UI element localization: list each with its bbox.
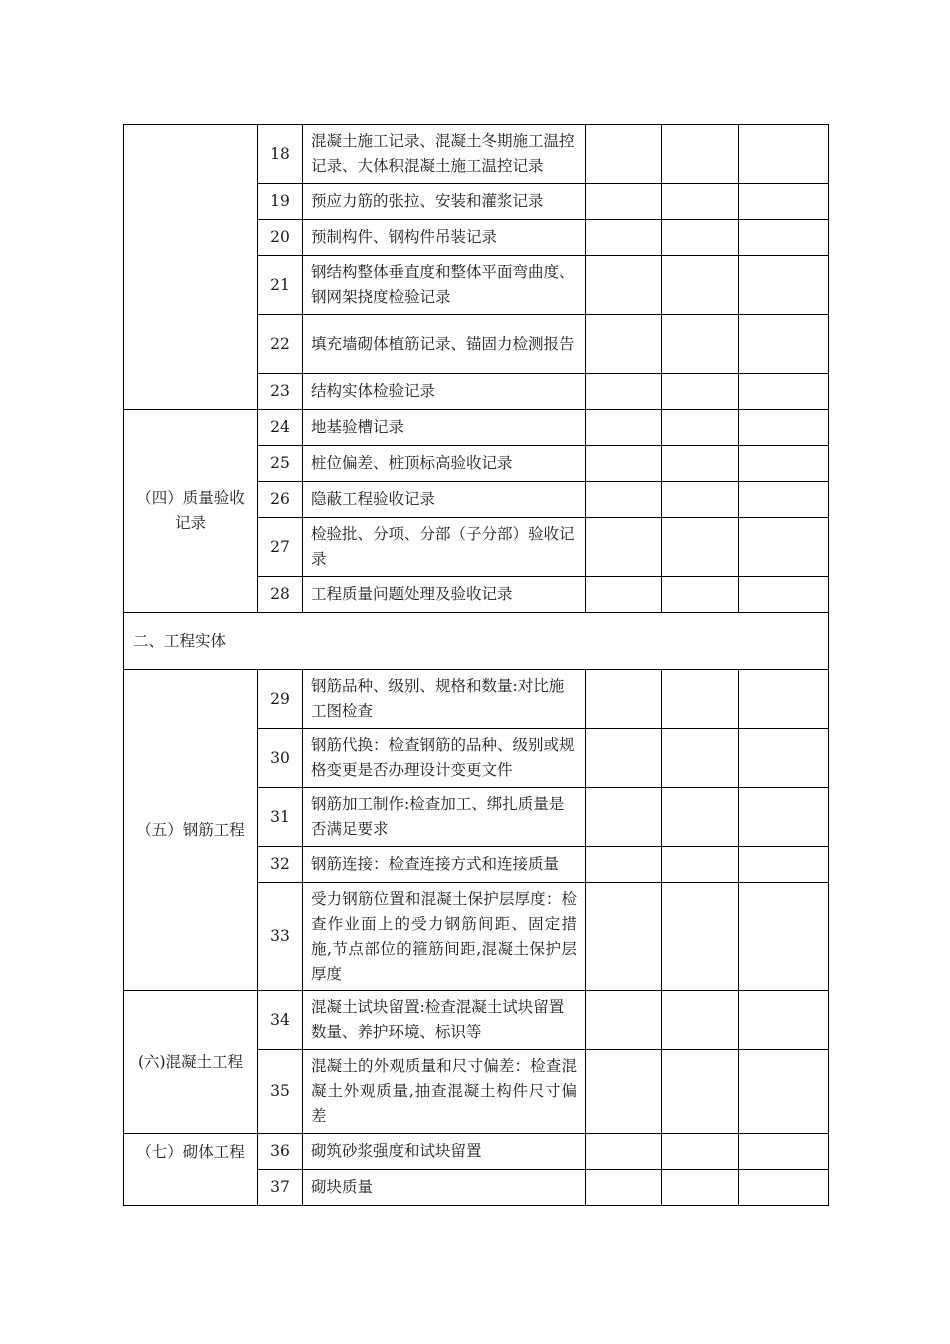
check-item: 结构实体检验记录 bbox=[303, 374, 586, 410]
result-cell[interactable] bbox=[739, 1134, 829, 1170]
result-cell[interactable] bbox=[586, 446, 662, 482]
result-cell[interactable] bbox=[739, 184, 829, 220]
result-cell[interactable] bbox=[662, 1134, 739, 1170]
check-item: 工程质量问题处理及验收记录 bbox=[303, 577, 586, 613]
check-item: 混凝土施工记录、混凝土冬期施工温控记录、大体积混凝土施工温控记录 bbox=[303, 125, 586, 184]
result-cell[interactable] bbox=[586, 729, 662, 788]
result-cell[interactable] bbox=[739, 847, 829, 883]
result-cell[interactable] bbox=[739, 1170, 829, 1206]
check-item: 钢筋加工制作:检查加工、绑扎质量是否满足要求 bbox=[303, 788, 586, 847]
check-item: 砌筑砂浆强度和试块留置 bbox=[303, 1134, 586, 1170]
result-cell[interactable] bbox=[739, 482, 829, 518]
row-number: 24 bbox=[258, 410, 303, 446]
result-cell[interactable] bbox=[739, 729, 829, 788]
result-cell[interactable] bbox=[586, 518, 662, 577]
row-number: 35 bbox=[258, 1050, 303, 1134]
result-cell[interactable] bbox=[586, 1134, 662, 1170]
result-cell[interactable] bbox=[662, 315, 739, 374]
result-cell[interactable] bbox=[586, 482, 662, 518]
row-number: 22 bbox=[258, 315, 303, 374]
check-item: 钢筋品种、级别、规格和数量:对比施工图检查 bbox=[303, 670, 586, 729]
result-cell[interactable] bbox=[739, 446, 829, 482]
row-number: 30 bbox=[258, 729, 303, 788]
row-number: 19 bbox=[258, 184, 303, 220]
result-cell[interactable] bbox=[586, 847, 662, 883]
row-number: 37 bbox=[258, 1170, 303, 1206]
result-cell[interactable] bbox=[739, 125, 829, 184]
check-item: 砌块质量 bbox=[303, 1170, 586, 1206]
result-cell[interactable] bbox=[586, 374, 662, 410]
result-cell[interactable] bbox=[662, 670, 739, 729]
row-number: 34 bbox=[258, 991, 303, 1050]
table-row bbox=[124, 125, 829, 184]
row-number: 31 bbox=[258, 788, 303, 847]
result-cell[interactable] bbox=[739, 220, 829, 256]
result-cell[interactable] bbox=[662, 518, 739, 577]
check-item: 填充墙砌体植筋记录、锚固力检测报告 bbox=[303, 315, 586, 374]
inspection-table bbox=[123, 124, 829, 1206]
check-item: 桩位偏差、桩顶标高验收记录 bbox=[303, 446, 586, 482]
row-number: 33 bbox=[258, 883, 303, 991]
check-item: 混凝土试块留置:检查混凝土试块留置数量、养护环境、标识等 bbox=[303, 991, 586, 1050]
result-cell[interactable] bbox=[739, 256, 829, 315]
result-cell[interactable] bbox=[662, 256, 739, 315]
check-item: 混凝土的外观质量和尺寸偏差：检查混凝土外观质量,抽查混凝土构件尺寸偏差 bbox=[303, 1050, 586, 1134]
result-cell[interactable] bbox=[739, 315, 829, 374]
row-number: 25 bbox=[258, 446, 303, 482]
result-cell[interactable] bbox=[739, 518, 829, 577]
result-cell[interactable] bbox=[586, 184, 662, 220]
result-cell[interactable] bbox=[739, 670, 829, 729]
row-number: 28 bbox=[258, 577, 303, 613]
result-cell[interactable] bbox=[739, 410, 829, 446]
result-cell[interactable] bbox=[739, 788, 829, 847]
category-concrete-works: (六)混凝土工程 bbox=[124, 991, 258, 1134]
result-cell[interactable] bbox=[662, 482, 739, 518]
section-title: 二、工程实体 bbox=[124, 613, 829, 670]
result-cell[interactable] bbox=[662, 446, 739, 482]
result-cell[interactable] bbox=[586, 670, 662, 729]
result-cell[interactable] bbox=[662, 1170, 739, 1206]
category-quality-acceptance: （四）质量验收记录 bbox=[124, 410, 258, 613]
row-number: 32 bbox=[258, 847, 303, 883]
check-item: 钢筋代换：检查钢筋的品种、级别或规格变更是否办理设计变更文件 bbox=[303, 729, 586, 788]
result-cell[interactable] bbox=[662, 1050, 739, 1134]
result-cell[interactable] bbox=[739, 374, 829, 410]
check-item: 受力钢筋位置和混凝土保护层厚度：检查作业面上的受力钢筋间距、固定措施,节点部位的箍筋间距,混凝土保护层厚度 bbox=[303, 883, 586, 991]
check-item: 隐蔽工程验收记录 bbox=[303, 482, 586, 518]
row-number: 23 bbox=[258, 374, 303, 410]
result-cell[interactable] bbox=[662, 220, 739, 256]
check-item: 预应力筋的张拉、安装和灌浆记录 bbox=[303, 184, 586, 220]
table-row bbox=[124, 1134, 829, 1170]
result-cell[interactable] bbox=[586, 220, 662, 256]
result-cell[interactable] bbox=[662, 883, 739, 991]
result-cell[interactable] bbox=[662, 847, 739, 883]
row-number: 29 bbox=[258, 670, 303, 729]
result-cell[interactable] bbox=[586, 577, 662, 613]
category-masonry-works: （七）砌体工程 bbox=[124, 1134, 258, 1206]
check-item: 钢筋连接：检查连接方式和连接质量 bbox=[303, 847, 586, 883]
result-cell[interactable] bbox=[662, 788, 739, 847]
category-cell-empty bbox=[124, 125, 258, 410]
table-row bbox=[124, 670, 829, 729]
result-cell[interactable] bbox=[586, 991, 662, 1050]
row-number: 21 bbox=[258, 256, 303, 315]
row-number: 36 bbox=[258, 1134, 303, 1170]
result-cell[interactable] bbox=[739, 991, 829, 1050]
table-row bbox=[124, 991, 829, 1050]
check-item: 钢结构整体垂直度和整体平面弯曲度、钢网架挠度检验记录 bbox=[303, 256, 586, 315]
category-rebar-works: （五）钢筋工程 bbox=[124, 670, 258, 991]
result-cell[interactable] bbox=[662, 577, 739, 613]
result-cell[interactable] bbox=[662, 125, 739, 184]
row-number: 27 bbox=[258, 518, 303, 577]
result-cell[interactable] bbox=[586, 788, 662, 847]
check-item: 预制构件、钢构件吊装记录 bbox=[303, 220, 586, 256]
row-number: 20 bbox=[258, 220, 303, 256]
result-cell[interactable] bbox=[586, 1170, 662, 1206]
result-cell[interactable] bbox=[662, 729, 739, 788]
result-cell[interactable] bbox=[586, 883, 662, 991]
section-heading-row bbox=[124, 613, 829, 670]
result-cell[interactable] bbox=[662, 410, 739, 446]
result-cell[interactable] bbox=[739, 883, 829, 991]
result-cell[interactable] bbox=[662, 374, 739, 410]
result-cell[interactable] bbox=[586, 1050, 662, 1134]
result-cell[interactable] bbox=[586, 410, 662, 446]
result-cell[interactable] bbox=[586, 315, 662, 374]
result-cell[interactable] bbox=[739, 577, 829, 613]
row-number: 26 bbox=[258, 482, 303, 518]
table-row bbox=[124, 410, 829, 446]
result-cell[interactable] bbox=[739, 1050, 829, 1134]
result-cell[interactable] bbox=[586, 256, 662, 315]
check-item: 地基验槽记录 bbox=[303, 410, 586, 446]
check-item: 检验批、分项、分部（子分部）验收记录 bbox=[303, 518, 586, 577]
result-cell[interactable] bbox=[662, 991, 739, 1050]
row-number: 18 bbox=[258, 125, 303, 184]
result-cell[interactable] bbox=[586, 125, 662, 184]
result-cell[interactable] bbox=[662, 184, 739, 220]
